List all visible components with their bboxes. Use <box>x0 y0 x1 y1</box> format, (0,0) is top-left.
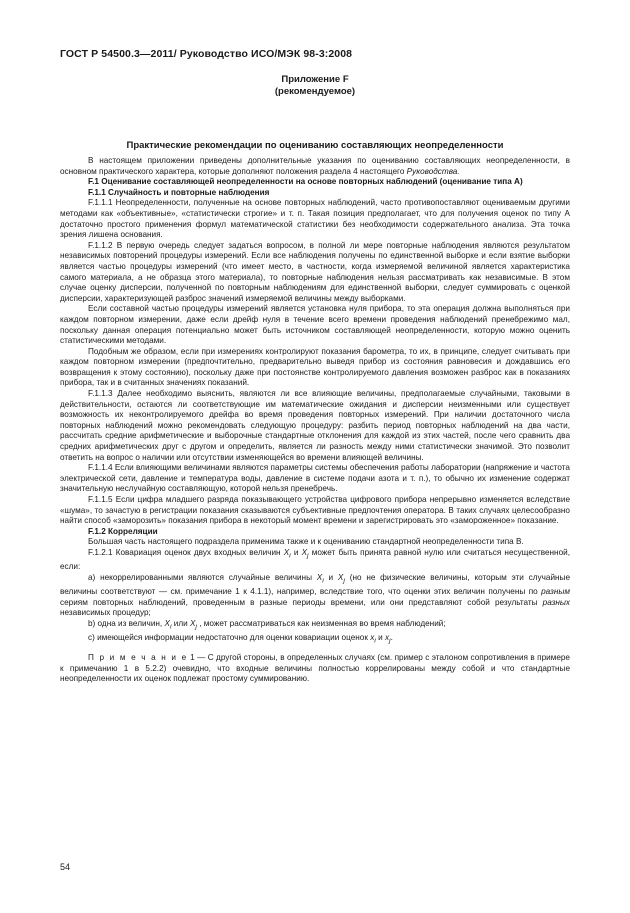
note-1: П р и м е ч а н и е 1 — С другой стороны, в определенных случаях (см. пример с эталоном сопротивления в примере к примечанию 1 в 5.2.2) очевидно, что входные величины полностью коррелированы между собой и что стандартные неопределенности их оценок подлежат простому суммированию. <box>60 653 570 684</box>
section-heading-f1: F.1 Оценивание составляющей неопределенности на основе повторных наблюдений (оценивание типа А) <box>88 177 523 187</box>
paragraph-f111: F.1.1.1 Неопределенности, полученные на основе повторных наблюдений, часто противопоставляют оцениваемым другими методами как «объективные», «статистически строгие» и т. п. Такая позиция предполагает, что для получения оценок по типу А достаточно простого применения формул математической статистики без необходимости содержательного анализа. Эта точка зрения лишена основания. <box>60 198 570 240</box>
paragraph-f112c: Подобным же образом, если при измерениях контролируют показания барометра, то их, в принципе, следует считывать при каждом повторном измерении (предпочтительно, предварительно выведя прибор из состояния равновесия и дождавшись его возвращения к этому состоянию), поскольку даже при постоянстве контролируемого давления возможен разброс как в показаниях прибора, так и в считанных значениях показаний. <box>60 346 570 388</box>
paragraph-f112: F.1.1.2 В первую очередь следует задаться вопросом, в полной ли мере повторные наблюдения являются результатом независимых повторений процедуры измерений. Если все наблюдения получены по единственной выборке и если взятие выборки является частью процедуры измерений (что имеет место, в частности, когда измеряемой величиной является характеристика самого материала, а не образца этого материала), то повторные наблюдения нельзя рассматривать как независимые. В этом случае оценку дисперсии, полученной по повторным наблюдениям для единственной выборки, следует суммировать с оценкой дисперсии, характеризующей разброс значений измеряемой величины между выборками. <box>60 240 570 303</box>
section-heading-f12: F.1.2 Корреляции <box>88 526 158 536</box>
annex-status: (рекомендуемое) <box>274 86 356 97</box>
paragraph-f114: F.1.1.4 Если влияющими величинами являются параметры системы обеспечения работы лаборатории (напряжение и частота электрической сети, давление и температура воды, давление в системе подачи азота и т. п.), то обычно их изменение содержат значительную неслучайную составляющую, которой нельзя пренебречь. <box>60 463 570 494</box>
note-label: П р и м е ч а н и е <box>88 653 188 663</box>
paragraph-f113: F.1.1.3 Далее необходимо выяснить, являются ли все влияющие величины, предполагаемые случайными, таковыми в действительности, остаются ли соответствующие им математические ожидания и дисперсии неизменными или существует возможность их неконтролируемого дрейфа во время проведения повторных измерений. При наличии достаточного числа повторных наблюдений можно рекомендовать следующую процедуру: разбить период повторных наблюдений на два части, рассчитать средние арифметические и выборочные стандартные отклонения для каждой из этих частей, после чего сравнить два средних арифметических друг с другом и определить, является ли разность между ними статистически значимой. Это позволит ответить на вопрос о наличии или отсутствии изменяющейся во времени влияющей величины. <box>60 389 570 462</box>
list-item-b: b) одна из величин, $X_i$ или $X_j$ , может рассматриваться как неизменная во время наблюдений; <box>88 618 446 631</box>
annex-title: Практические рекомендации по оцениванию составляющих неопределенности <box>126 140 504 151</box>
guide-reference: Руководства. <box>406 166 460 176</box>
list-item-c: с) имеющейся информации недостаточно для оценки ковариации оценок $x_i$ и $x_j$. <box>88 633 393 645</box>
paragraph-f121: F.1.2.1 Ковариация оценок двух входных величин $X_i$ и $X_j$ может быть принята равной нулю или считаться несущественной, если: <box>60 547 570 572</box>
paragraph-f112b: Если составной частью процедуры измерений является установка нуля прибора, то эта операция должна выполняться при каждом повторном измерении, даже если дрейф нуля в течение всего времени проведения наблюдений пренебрежимо мал, поскольку данная операция потенциально может быть источником составляющей неопределенности, которую можно оценить статистическими методами. <box>60 304 570 346</box>
list-item-a: а) некоррелированными являются случайные величины $X_i$ и $X_j$ (но не физические величины, которым эти случайные величины соответствуют — см. примечание 1 к 4.1.1), например, вследствие того, что оценки этих величин получены по разным сериям повторных наблюдений, проведенным в разные периоды времени, или они представляют собой результаты разных независимых процедур; <box>60 572 570 618</box>
running-header: ГОСТ Р 54500.3—2011/ Руководство ИСО/МЭК 98-3:2008 <box>60 48 353 60</box>
section-heading-f11: F.1.1 Случайность и повторные наблюдения <box>88 187 270 197</box>
paragraph-f12a: Большая часть настоящего подраздела применима также и к оцениванию стандартной неопределенности типа В. <box>88 537 524 547</box>
page-number: 54 <box>60 862 71 872</box>
annex-label: Приложение F <box>281 74 349 85</box>
paragraph-f115: F.1.1.5 Если цифра младшего разряда показывающего устройства цифрового прибора непрерывно изменяется вследствие «шума», то зачастую в регистрации показания сказываются субъективные предпочтения оператора. В таких случаях целесообразно найти способ «заморозить» показания прибора в некоторый момент времени и зарегистрировать это «замороженное» показание. <box>60 495 570 526</box>
body-text <box>60 156 570 685</box>
intro-paragraph: В настоящем приложении приведены дополнительные указания по оцениванию составляющих неопределенности, в основном практического характера, которые дополняют положения раздела 4 настоящего Руководства. <box>60 156 570 176</box>
